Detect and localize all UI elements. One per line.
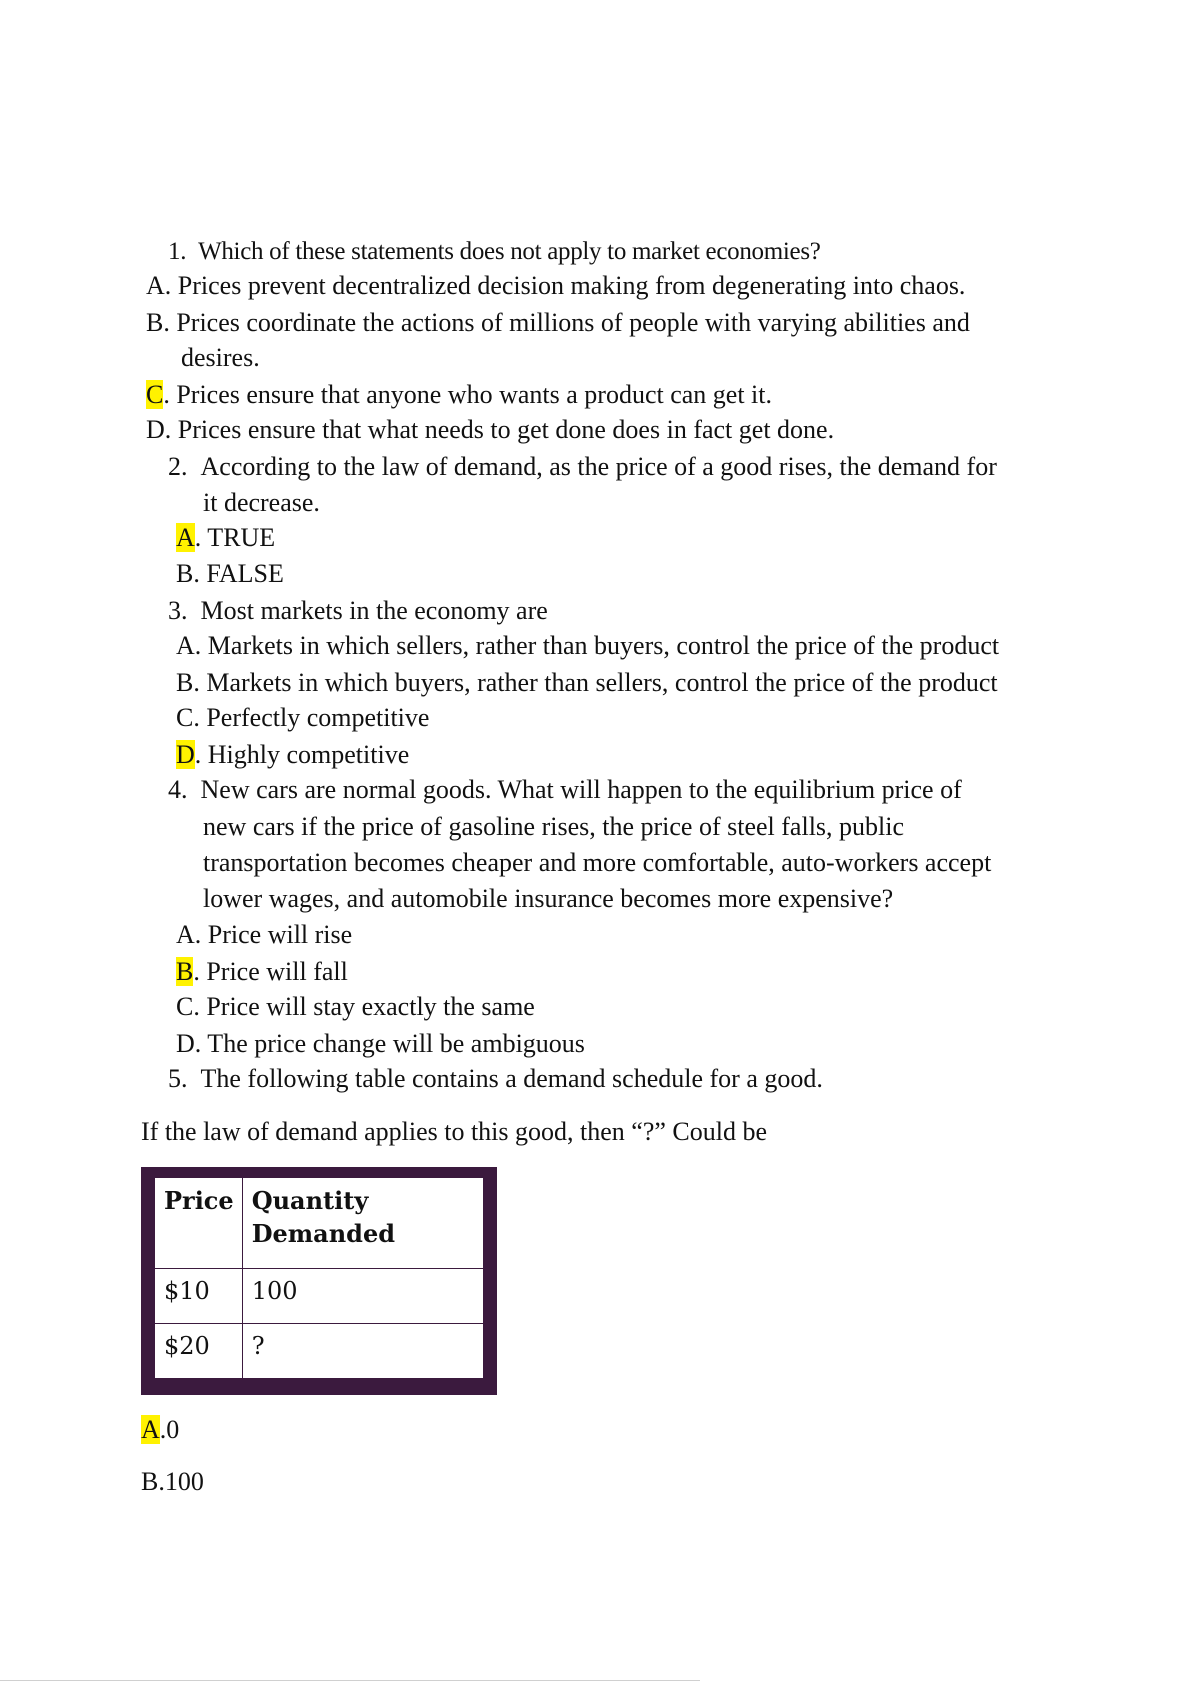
question-number: 5. — [168, 1064, 188, 1093]
q4-option-b — [176, 955, 348, 989]
option-text: .0 — [159, 1415, 180, 1444]
option-text: . TRUE — [194, 523, 276, 552]
question-number: 3. — [168, 596, 188, 625]
option-letter: B — [141, 1467, 159, 1496]
q3-option-d — [176, 738, 409, 772]
q3-option-c — [176, 701, 429, 735]
option-text: . Prices prevent decentralized decision making from degenerating into chaos. — [164, 271, 966, 300]
option-letter-highlighted: A — [141, 1415, 160, 1444]
option-letter: D — [146, 415, 165, 444]
header-quantity: Quantity — [251, 1186, 369, 1215]
q4-option-d — [176, 1027, 585, 1061]
table-row — [155, 1324, 484, 1379]
page-bottom-rule — [0, 1680, 700, 1681]
question-5 — [168, 1062, 823, 1096]
option-text: . Prices ensure that anyone who wants a product can get it. — [163, 380, 772, 409]
question-number: 4. — [168, 775, 188, 804]
question-2 — [168, 450, 997, 484]
header-demanded: Demanded — [251, 1219, 396, 1248]
option-letter: A — [176, 631, 195, 660]
option-text: . FALSE — [193, 559, 284, 588]
option-letter: A — [176, 920, 195, 949]
question-text: Most markets in the economy are — [200, 596, 548, 625]
option-text: . Perfectly competitive — [193, 703, 430, 732]
q4-option-c — [176, 990, 535, 1024]
q1-option-c — [146, 378, 772, 412]
option-letter-highlighted: B — [176, 957, 194, 986]
question-2-continued: it decrease. — [203, 488, 320, 517]
question-5-prompt: If the law of demand applies to this good, then “?” Could be — [141, 1117, 768, 1146]
q5-option-b — [141, 1465, 204, 1499]
question-text: According to the law of demand, as the price of a good rises, the demand for — [200, 452, 997, 481]
quantity-cell: ? — [242, 1324, 483, 1379]
question-text: Which of these statements does not apply to market economies? — [198, 238, 821, 265]
q3-option-a — [176, 629, 999, 663]
question-text: The following table contains a demand schedule for a good. — [200, 1064, 823, 1093]
question-4-line-3: transportation becomes cheaper and more comfortable, auto-workers accept — [203, 848, 992, 877]
q3-option-b — [176, 666, 998, 700]
option-letter: D — [176, 1029, 195, 1058]
option-letter: C — [176, 992, 194, 1021]
table-row — [155, 1269, 484, 1324]
option-text: . Price will stay exactly the same — [193, 992, 535, 1021]
price-cell: $10 — [155, 1269, 243, 1324]
option-text: . Prices coordinate the actions of millions of people with varying abilities and — [163, 308, 970, 337]
option-letter-highlighted: A — [176, 523, 195, 552]
option-letter-highlighted: D — [176, 740, 195, 769]
q1-option-b-continued: desires. — [181, 343, 260, 372]
option-letter-highlighted: C — [146, 380, 164, 409]
question-number: 1. — [168, 238, 187, 265]
price-cell: $20 — [155, 1324, 243, 1379]
q1-option-b — [146, 306, 970, 340]
option-letter: B — [146, 308, 164, 337]
question-1 — [168, 235, 821, 269]
demand-schedule-table — [154, 1177, 484, 1379]
question-text: New cars are normal goods. What will happen to the equilibrium price of — [200, 775, 962, 804]
question-3 — [168, 594, 548, 628]
option-letter: B — [176, 668, 194, 697]
question-number: 2. — [168, 452, 188, 481]
option-text: . Price will rise — [194, 920, 353, 949]
q1-option-a — [146, 269, 965, 303]
q2-option-b — [176, 557, 284, 591]
q4-option-a — [176, 918, 352, 952]
option-letter: A — [146, 271, 165, 300]
quantity-cell: 100 — [242, 1269, 483, 1324]
option-text: .100 — [158, 1467, 204, 1496]
q1-option-d — [146, 413, 834, 447]
option-letter: B — [176, 559, 194, 588]
option-text: . Highly competitive — [194, 740, 410, 769]
table-header-row — [155, 1178, 484, 1269]
q2-option-a — [176, 521, 275, 555]
header-price: Price — [155, 1178, 243, 1269]
option-text: . Markets in which sellers, rather than buyers, control the price of the product — [194, 631, 1000, 660]
q5-option-a — [141, 1413, 179, 1447]
header-quantity-demanded — [242, 1178, 483, 1269]
question-4-line-4: lower wages, and automobile insurance becomes more expensive? — [203, 884, 894, 913]
option-letter: C — [176, 703, 194, 732]
option-text: . Markets in which buyers, rather than sellers, control the price of the product — [193, 668, 998, 697]
question-4-line-2: new cars if the price of gasoline rises, the price of steel falls, public — [203, 812, 905, 841]
option-text: . Price will fall — [193, 957, 348, 986]
option-text: . Prices ensure that what needs to get done does in fact get done. — [164, 415, 835, 444]
option-text: . The price change will be ambiguous — [194, 1029, 585, 1058]
question-4 — [168, 773, 962, 807]
